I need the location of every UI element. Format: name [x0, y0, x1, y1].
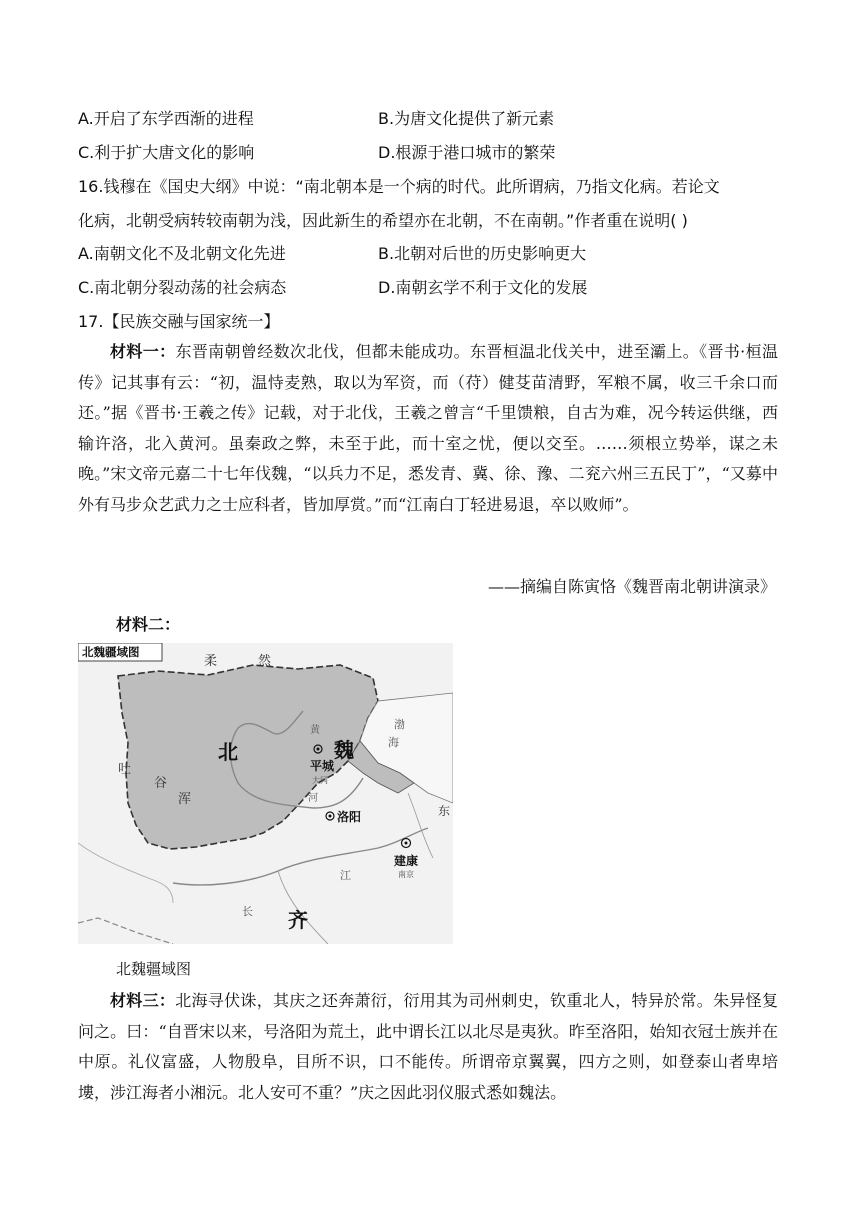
map-label-wei: 魏	[334, 738, 354, 762]
q16-option-c: C.南北朝分裂动荡的社会病态	[78, 278, 287, 297]
map-label-ran: 然	[258, 654, 272, 669]
q17-title: 17.【民族交融与国家统一】	[78, 312, 280, 331]
map-label-dong: 东	[438, 804, 451, 818]
q16-stem-line2: 化病，北朝受病转较南朝为浅，因此新生的希望亦在北朝，不在南朝。”作者重在说明( )	[78, 211, 688, 230]
material-one-text: 东晋南朝曾经数次北伐，但都未能成功。东晋桓温北伐关中，进至灞上。《晋书·桓温传》记其事有云：“初，温恃麦熟，取以为军资，而（苻）健芟苗清野，军粮不属，收三千余口而还。”据《晋书·王羲之传》记载，对于北伐，王羲之曾言“千里馈粮，自古为难，况今转运供继，西输许洛，北入黄河。虽秦政之弊，未至于此，而十室之忧，便以交至。……须根立势举，谋之未晚。”宋文帝元嘉二十七年伐魏，“以兵力不足，悉发青、冀、徐、豫、二兖六州三五民丁”，“又募中外有马步众艺武力之士应科者，皆加厚赏。”而“江南白丁轻进易退，卒以败师”。	[78, 342, 778, 514]
material-one-label: 材料一：	[110, 342, 176, 361]
map-label-pingcheng: 平城	[310, 759, 335, 773]
material-three	[78, 986, 778, 1108]
q16-option-d: D.南朝玄学不利于文化的发展	[378, 278, 588, 297]
map-label-jiankang: 建康	[394, 854, 419, 868]
map-label-gu: 谷	[154, 776, 168, 791]
map-label-rou: 柔	[204, 654, 218, 669]
map-label-tu: 吐	[118, 762, 132, 777]
map-label-he: 河	[308, 793, 318, 804]
material-one	[78, 337, 778, 520]
map-label-hun: 浑	[178, 792, 192, 807]
map-label-jiang: 江	[340, 869, 351, 882]
q15-option-a: A.开启了东学西渐的进程	[78, 109, 254, 128]
northern-wei-map	[78, 643, 453, 944]
map-label-bo: 渤	[394, 718, 405, 731]
material-two-label: 材料二：	[116, 615, 181, 634]
map-label-chang: 长	[242, 905, 253, 918]
q15-option-d: D.根源于港口城市的繁荣	[378, 143, 556, 162]
q16-option-a: A.南朝文化不及北朝文化先进	[78, 244, 286, 263]
q16-option-b: B.北朝对后世的历史影响更大	[378, 244, 587, 263]
map-label-bei: 北	[218, 740, 238, 764]
map-label-luoyang: 洛阳	[337, 810, 362, 824]
q15-option-b: B.为唐文化提供了新元素	[378, 109, 555, 128]
q16-stem-line1: 16.钱穆在《国史大纲》中说：“南北朝本是一个病的时代。此所谓病，乃指文化病。若论文	[78, 177, 720, 196]
q15-option-c: C.利于扩大唐文化的影响	[78, 143, 255, 162]
map-label-qi: 齐	[288, 908, 308, 932]
material-three-label: 材料三：	[110, 991, 176, 1010]
map-label-huang: 黄	[310, 725, 320, 736]
map-label-datong: 大同	[312, 776, 328, 785]
map-title: 北魏疆域图	[82, 645, 140, 659]
map-caption: 北魏疆域图	[116, 960, 192, 978]
material-three-text: 北海寻伏诛，其庆之还奔萧衍，衍用其为司州刺史，钦重北人，特异於常。朱异怪复问之。曰：“自晋宋以来，号洛阳为荒土，此中谓长江以北尽是夷狄。昨至洛阳，始知衣冠士族并在中原。礼仪富盛，人物殷阜，目所不识，口不能传。所谓帝京翼翼，四方之则，如登泰山者卑培塿，涉江海者小湘沅。北人安可不重？”庆之因此羽仪服式悉如魏法。	[78, 991, 778, 1102]
map-label-hai: 海	[388, 736, 399, 749]
material-one-source: ——摘编自陈寅恪《魏晋南北朝讲演录》	[487, 577, 776, 596]
map-label-nanjing: 南京	[398, 870, 414, 879]
